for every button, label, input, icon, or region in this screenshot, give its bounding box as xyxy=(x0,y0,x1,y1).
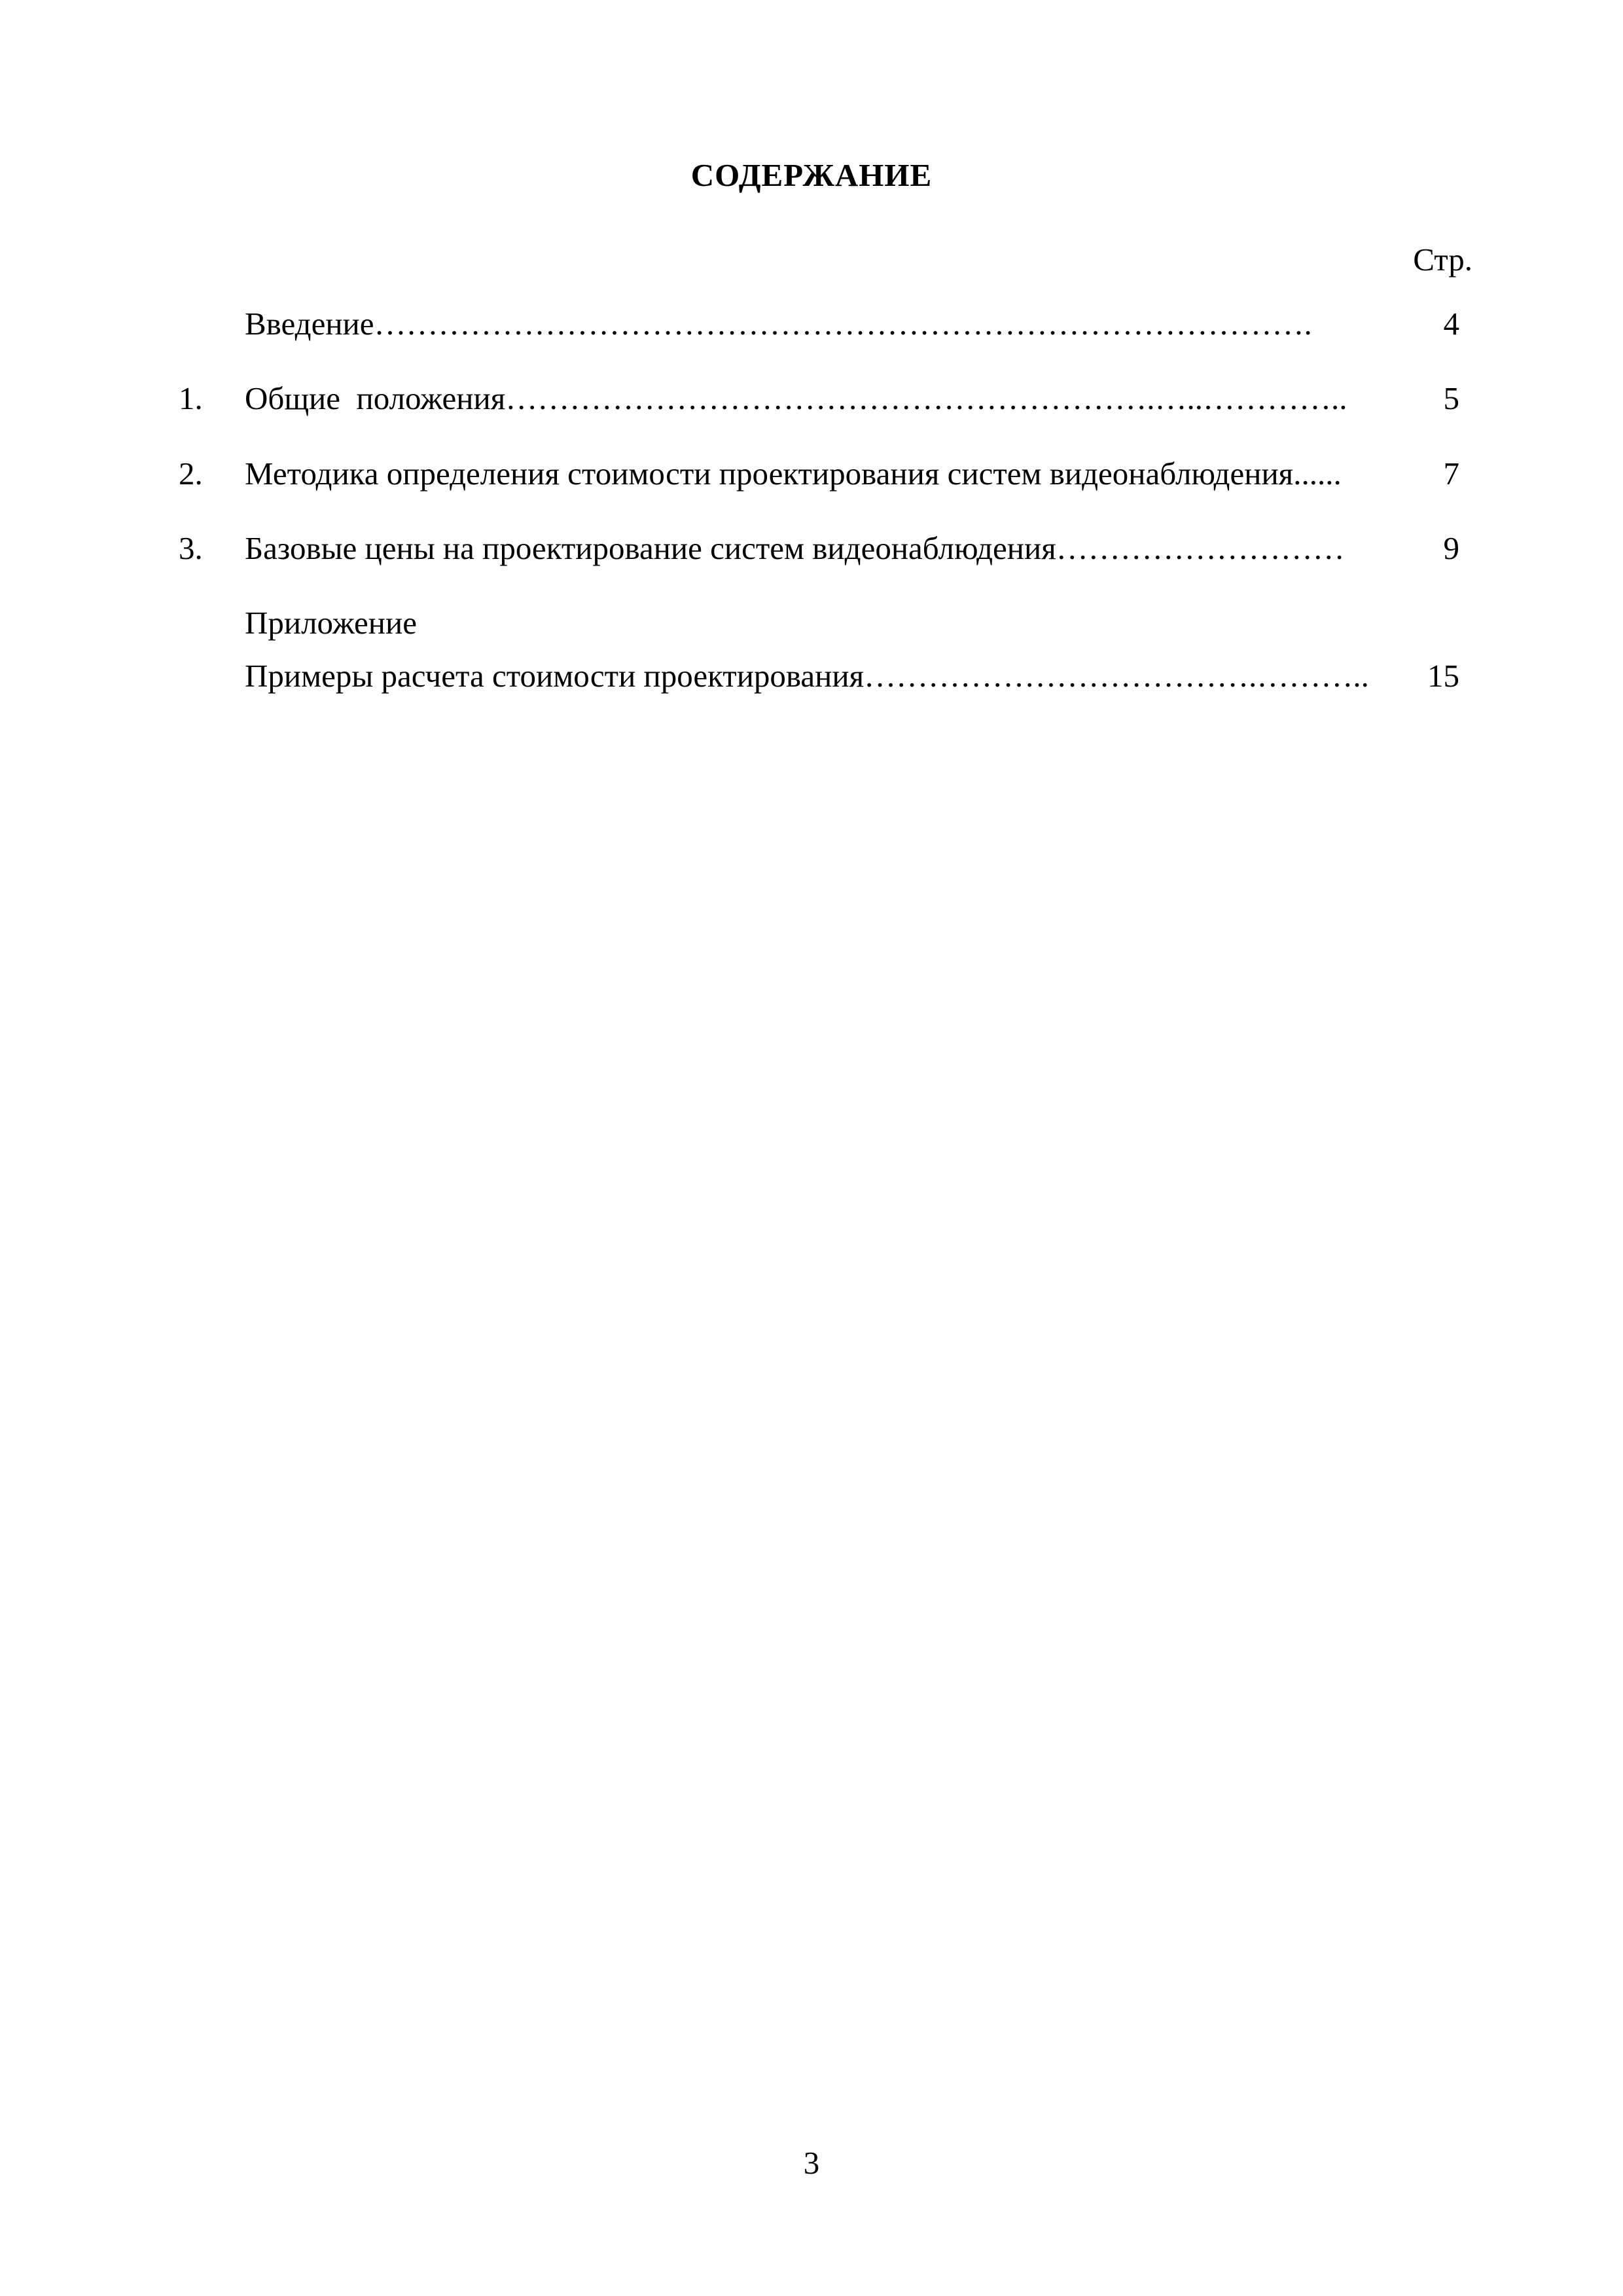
toc-entry-title: Приложение xyxy=(245,605,417,641)
toc-entry-number: 2. xyxy=(179,456,203,492)
toc-leader-dots: ……………………………….……….. xyxy=(864,658,1369,694)
toc-entry-general-provisions[interactable] xyxy=(0,379,1623,418)
toc-title: СОДЕРЖАНИЕ xyxy=(690,157,933,193)
toc-entry-number: 3. xyxy=(179,530,203,566)
toc-entry-page: 5 xyxy=(1443,380,1459,416)
toc-entry-title: Введение……………………………………………………………………………. xyxy=(245,306,1312,342)
toc-entry-page: 9 xyxy=(1443,530,1459,566)
toc-entry-appendix-heading xyxy=(0,603,1623,643)
toc-leader-dots: ...... xyxy=(1293,456,1342,492)
toc-entry-title: Методика определения стоимости проектирования систем видеонаблюдения...... xyxy=(245,456,1342,492)
toc-entry-introduction[interactable] xyxy=(0,304,1623,344)
page-column-header: Стр. xyxy=(1413,242,1472,278)
toc-entry-number: 1. xyxy=(179,380,203,416)
toc-entry-title: Примеры расчета стоимости проектирования……………………………….……….. xyxy=(245,658,1369,694)
toc-leader-dots: …………………………………………………….…..………….. xyxy=(505,380,1347,416)
toc-entry-page: 15 xyxy=(1427,658,1459,694)
toc-entry-methodology[interactable] xyxy=(0,454,1623,493)
page-number: 3 xyxy=(803,2145,820,2181)
toc-leader-dots: ……………………… xyxy=(1056,530,1345,566)
toc-entry-title: Общие положения…………………………………………………….…..………….. xyxy=(245,380,1347,416)
toc-leader-dots: ……………………………………………………………………………. xyxy=(374,306,1312,342)
toc-entry-page: 7 xyxy=(1443,456,1459,492)
toc-entry-title: Базовые цены на проектирование систем видеонаблюдения……………………… xyxy=(245,530,1345,566)
toc-entry-page: 4 xyxy=(1443,306,1459,342)
toc-entry-base-prices[interactable] xyxy=(0,529,1623,568)
toc-entry-calculation-examples[interactable] xyxy=(0,656,1623,696)
